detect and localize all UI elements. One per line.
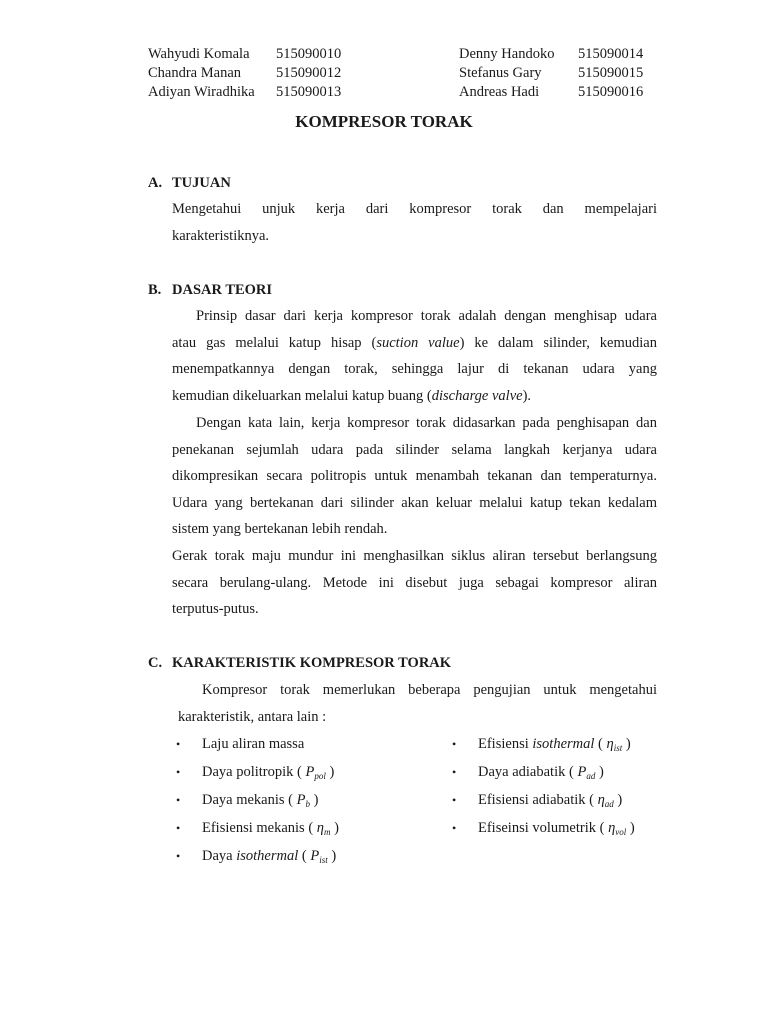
list-item-text: Daya isothermal ( $P_{ist}$ ) (202, 848, 337, 865)
section-a-paragraph (172, 196, 657, 249)
author-name: Wahyudi Komala (148, 46, 250, 62)
paragraph-line: menempatkannya dengan torak, sehingga lajur di tekanan udara yang (172, 361, 657, 378)
section-c-intro (178, 677, 657, 730)
section-number: C. (148, 655, 163, 671)
bullet-icon: • (176, 765, 181, 779)
list-item-text: Daya politropik ( $P_{pol}$ ) (202, 764, 335, 781)
section-number: A. (148, 175, 163, 191)
section-number: B. (148, 282, 162, 298)
author-nim: 515090010 (276, 46, 342, 62)
bullet-icon: • (176, 821, 181, 835)
paragraph-line: dikompresikan secara politropis untuk menambah tekanan dan temperaturnya. (172, 468, 657, 485)
list-item-text: Efisiensi adiabatik ( $\eta_{ad}$ ) (478, 792, 623, 809)
section-c-heading (148, 653, 451, 673)
paragraph-line: Prinsip dasar dari kerja kompresor torak adalah dengan menghisap udara (196, 308, 657, 324)
paragraph-line: Mengetahui unjuk kerja dari kompresor torak dan mempelajari (172, 201, 657, 217)
section-b-paragraph-1 (172, 303, 657, 409)
symbol: P (310, 848, 320, 864)
paragraph-line: penekanan sejumlah udara pada silinder selama langkah kerjanya udara (172, 441, 657, 458)
bullet-icon: • (452, 821, 457, 835)
bullet-icon: • (176, 849, 181, 863)
paragraph-line: secara berulang-ulang. Metode ini disebut juga sebagai kompresor aliran (172, 574, 657, 591)
author-nim: 515090014 (578, 46, 644, 62)
bullet-icon: • (452, 793, 457, 807)
bullet-icon: • (176, 793, 181, 807)
list-item-text: Efisiensi isothermal ( $\eta_{ist}$ ) (478, 736, 631, 753)
author-name: Adiyan Wiradhika (148, 84, 255, 100)
list-item-text: Efiseinsi volumetrik ( $\eta_{vol}$ ) (478, 820, 635, 837)
author-name: Andreas Hadi (459, 84, 540, 100)
paragraph-line: Dengan kata lain, kerja kompresor torak didasarkan pada penghisapan dan (196, 415, 657, 431)
term-discharge-valve: discharge valve (431, 387, 523, 404)
author-name: Chandra Manan (148, 65, 242, 81)
paragraph-line: sistem yang bertekanan lebih rendah. (172, 521, 388, 538)
paragraph-line: kemudian dikeluarkan melalui katup buang (discharge valve). (172, 387, 532, 404)
symbol: η (606, 736, 614, 752)
paragraph-line: karakteristiknya. (172, 227, 270, 244)
paragraph-line: Kompresor torak memerlukan beberapa pengujian untuk mengetahui (202, 682, 657, 698)
bullet-icon: • (452, 765, 457, 779)
symbol: P (577, 764, 587, 780)
term-suction-value: suction value (376, 334, 460, 351)
bullet-icon: • (176, 737, 181, 751)
author-nim: 515090013 (276, 84, 342, 100)
symbol: η (316, 820, 324, 836)
list-item-text: Laju aliran massa (202, 736, 305, 752)
author-nim: 515090015 (578, 65, 644, 81)
symbol: η (608, 820, 616, 836)
section-a-heading (148, 173, 231, 193)
paragraph-line: Gerak torak maju mundur ini menghasilkan siklus aliran tersebut berlangsung (172, 548, 657, 564)
author-name: Stefanus Gary (459, 65, 542, 81)
list-item-text: Daya mekanis ( $P_b$ ) (202, 792, 319, 809)
list-item-text: Efisiensi mekanis ( $\eta_m$ ) (202, 820, 339, 837)
document-title: KOMPRESOR TORAK (295, 112, 473, 131)
author-name: Denny Handoko (459, 46, 555, 62)
paragraph-line: terputus-putus. (172, 601, 259, 618)
symbol: P (305, 764, 315, 780)
section-b-heading (148, 280, 272, 300)
section-title: TUJUAN (172, 175, 231, 191)
paragraph-line: karakteristik, antara lain : (178, 708, 327, 725)
bullet-icon: • (452, 737, 457, 751)
section-b-paragraph-3 (172, 543, 657, 623)
section-title: DASAR TEORI (172, 282, 273, 298)
symbol: η (597, 792, 605, 808)
author-nim: 515090012 (276, 65, 342, 81)
section-b-paragraph-2 (172, 410, 657, 543)
author-nim: 515090016 (578, 84, 644, 100)
list-item-text: Daya adiabatik ( $P_{ad}$ ) (478, 764, 604, 781)
symbol: P (296, 792, 306, 808)
section-title: KARAKTERISTIK KOMPRESOR TORAK (172, 655, 452, 671)
paragraph-line: atau gas melalui katup hisap (suction value) ke dalam silinder, kemudian (172, 334, 657, 351)
paragraph-line: Udara yang bertekanan dari silinder akan keluar melalui katup tekan kedalam (172, 494, 657, 511)
